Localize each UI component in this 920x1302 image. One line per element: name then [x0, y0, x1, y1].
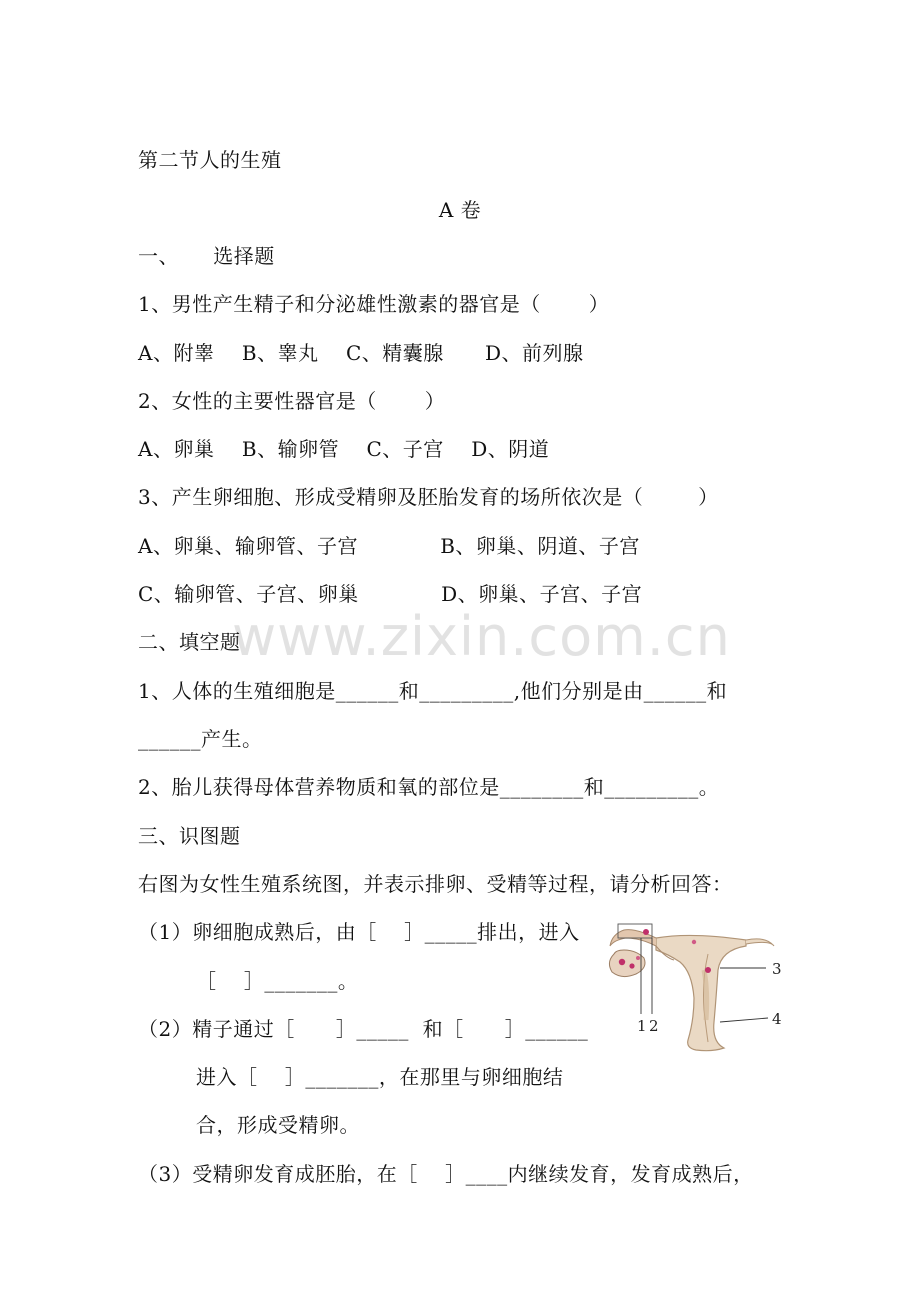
- female-reproductive-system-figure: [596, 910, 796, 1052]
- watermark: www.zixin.com.cn: [232, 605, 731, 668]
- section-heading-choice: 一、 选择题: [138, 244, 275, 268]
- diagram-q1-line-1: （1）卵细胞成熟后，由［ ］_____排出，进入: [138, 920, 580, 944]
- diagram-q3-line-1: （3）受精卵发育成胚胎，在［ ］____内继续发育，发育成熟后，: [138, 1162, 754, 1186]
- volume-label: A 卷: [438, 198, 482, 222]
- question-3-stem: 3、产生卵细胞、形成受精卵及胚胎发育的场所依次是（ ）: [138, 485, 719, 509]
- fill-1-line-1: 1、人体的生殖细胞是______和_________,他们分别是由______和: [138, 679, 728, 703]
- question-2-options: A、卵巢 B、输卵管 C、子宫 D、阴道: [138, 437, 550, 461]
- figure-label-4: 4: [772, 1010, 782, 1028]
- question-1-stem: 1、男性产生精子和分泌雄性激素的器官是（ ）: [138, 292, 610, 316]
- question-3-options-cd: C、输卵管、子宫、卵巢 D、卵巢、子宫、子宫: [138, 582, 643, 606]
- question-1-options: A、附睾 B、睾丸 C、精囊腺 D、前列腺: [138, 341, 584, 365]
- section-heading-diagram: 三、识图题: [138, 824, 241, 848]
- page-title: 第二节人的生殖: [138, 148, 282, 172]
- fill-1-line-2: ______产生。: [138, 727, 263, 751]
- figure-label-1: 1: [637, 1017, 647, 1035]
- diagram-q2-line-1: （2）精子通过［ ］_____ 和［ ］______: [138, 1017, 589, 1041]
- fill-2: 2、胎儿获得母体营养物质和氧的部位是________和_________。: [138, 775, 720, 799]
- figure-label-2: 2: [649, 1017, 659, 1035]
- figure-label-3: 3: [772, 960, 782, 978]
- diagram-intro: 右图为女性生殖系统图，并表示排卵、受精等过程，请分析回答：: [138, 872, 733, 896]
- diagram-q2-line-2: 进入［ ］_______，在那里与卵细胞结: [196, 1065, 564, 1089]
- question-2-stem: 2、女性的主要性器官是（ ）: [138, 389, 446, 413]
- question-3-options-ab: A、卵巢、输卵管、子宫 B、卵巢、阴道、子宫: [138, 534, 640, 558]
- diagram-q2-line-3: 合，形成受精卵。: [196, 1113, 360, 1137]
- diagram-q1-line-2: ［ ］_______。: [196, 969, 359, 993]
- uterus-illustration: [609, 924, 774, 1051]
- section-heading-fill: 二、填空题: [138, 630, 241, 654]
